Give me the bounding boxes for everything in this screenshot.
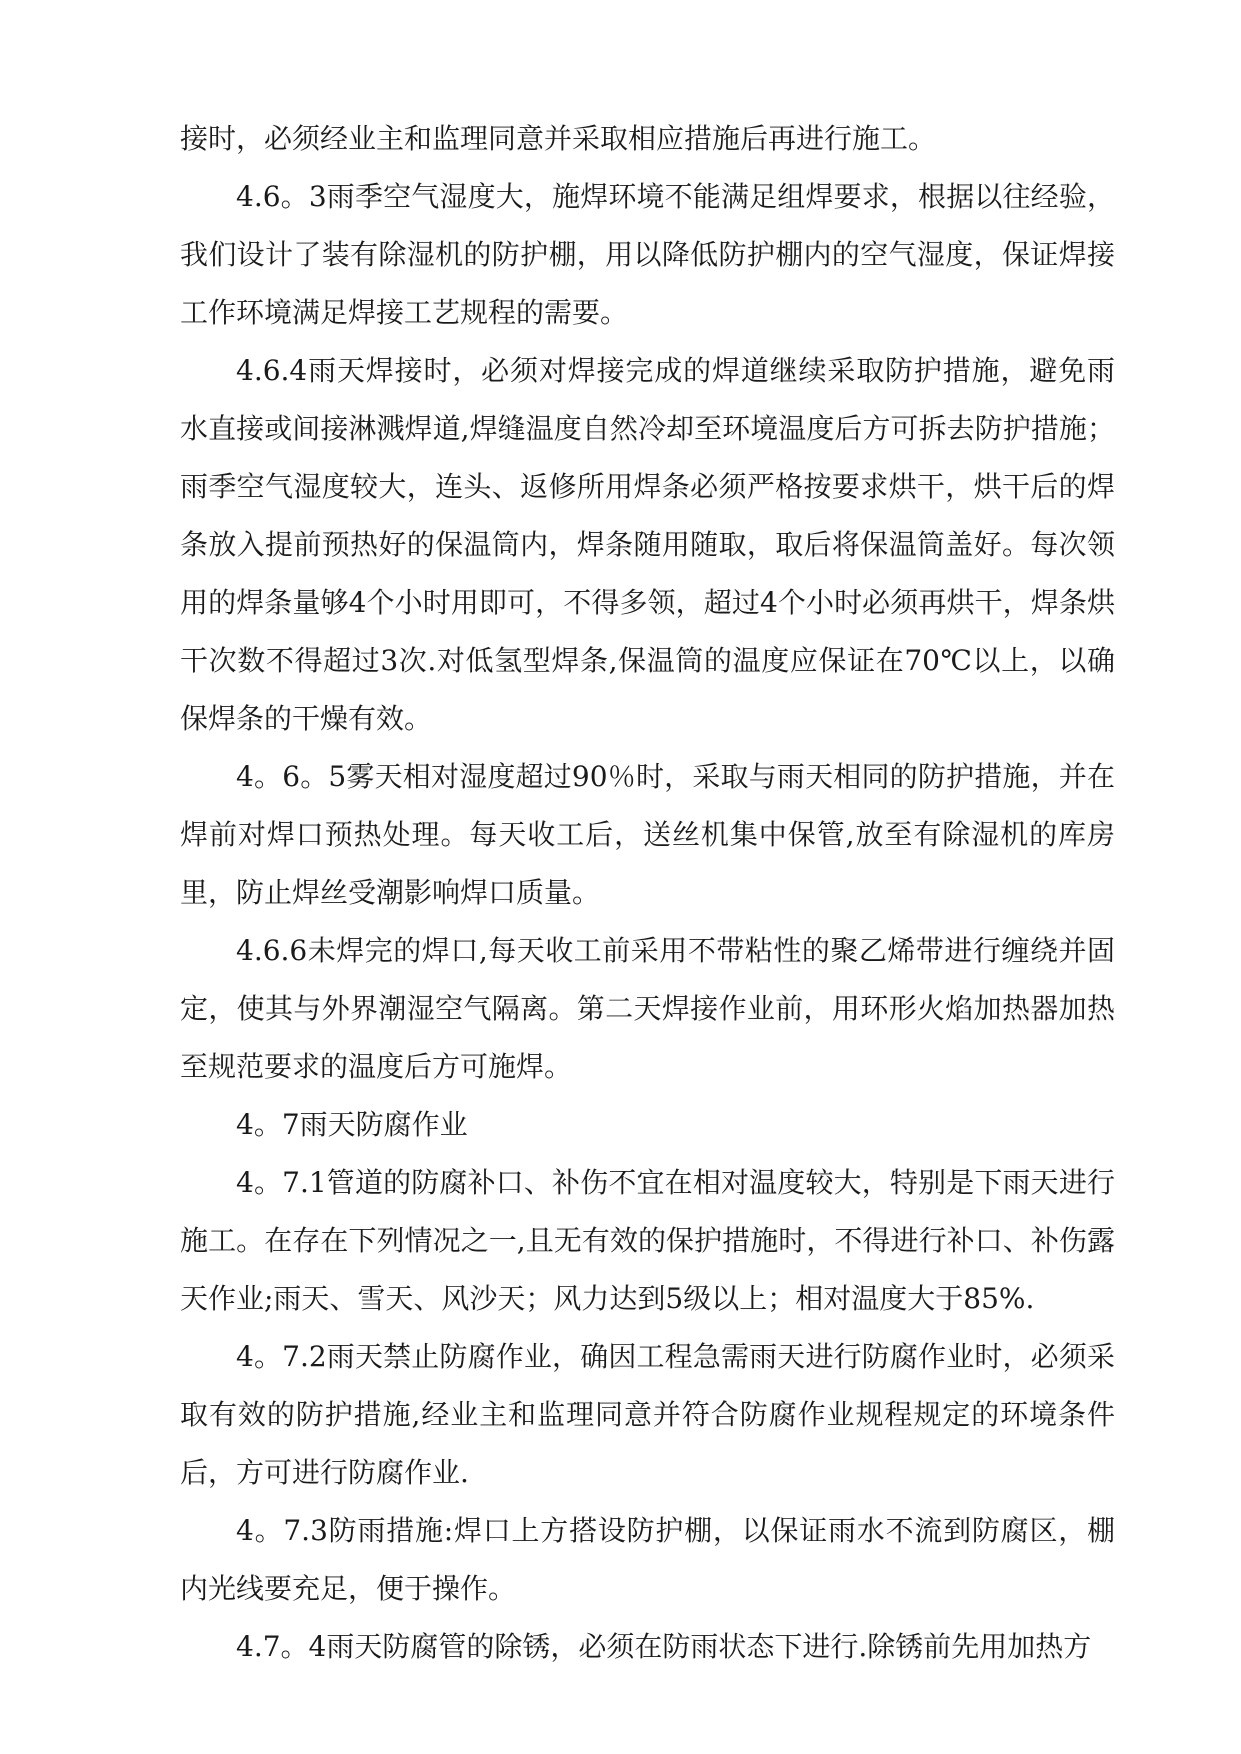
paragraph-4-7-2: 4。7.2雨天禁止防腐作业，确因工程急需雨天进行防腐作业时，必须采取有效的防护措施,经业主和监理同意并符合防腐作业规程规定的环境条件后，方可进行防腐作业. <box>180 1340 1115 1489</box>
paragraph-4-6-4: 4.6.4雨天焊接时，必须对焊接完成的焊道继续采取防护措施，避免雨水直接或间接淋溅焊道,焊缝温度自然冷却至环境温度后方可拆去防护措施；雨季空气湿度较大，连头、返修所用焊条必须严格按要求烘干，烘干后的焊条放入提前预热好的保温筒内，焊条随用随取，取后将保温筒盖好。每次领用的焊条量够4个小时用即可，不得多领，超过4个小时必须再烘干，焊条烘干次数不得超过3次.对低氢型焊条,保温筒的温度应保证在70℃以上，以确保焊条的干燥有效。 <box>180 354 1115 735</box>
section-heading-4-7: 4。7雨天防腐作业 <box>236 1108 468 1141</box>
paragraph-4-7-4: 4.7。4雨天防腐管的除锈，必须在防雨状态下进行.除锈前先用加热方 <box>236 1630 1092 1663</box>
paragraph-continuation: 接时，必须经业主和监理同意并采取相应措施后再进行施工。 <box>180 122 937 155</box>
document-body <box>180 110 1115 1676</box>
paragraph-4-6-3: 4.6。3雨季空气湿度大，施焊环境不能满足组焊要求，根据以往经验，我们设计了装有除湿机的防护棚，用以降低防护棚内的空气湿度，保证焊接工作环境满足焊接工艺规程的需要。 <box>180 180 1115 329</box>
paragraph-4-7-3: 4。7.3防雨措施:焊口上方搭设防护棚，以保证雨水不流到防腐区，棚内光线要充足，便于操作。 <box>180 1514 1115 1605</box>
paragraph-4-6-6: 4.6.6未焊完的焊口,每天收工前采用不带粘性的聚乙烯带进行缠绕并固定，使其与外界潮湿空气隔离。第二天焊接作业前，用环形火焰加热器加热至规范要求的温度后方可施焊。 <box>180 934 1115 1083</box>
paragraph-4-7-1: 4。7.1管道的防腐补口、补伤不宜在相对温度较大，特别是下雨天进行施工。在存在下列情况之一,且无有效的保护措施时，不得进行补口、补伤露天作业;雨天、雪天、风沙天；风力达到5级以上；相对温度大于85%. <box>180 1166 1115 1315</box>
paragraph-4-6-5: 4。6。5雾天相对湿度超过90％时，采取与雨天相同的防护措施，并在焊前对焊口预热处理。每天收工后，送丝机集中保管,放至有除湿机的库房里，防止焊丝受潮影响焊口质量。 <box>180 760 1115 909</box>
